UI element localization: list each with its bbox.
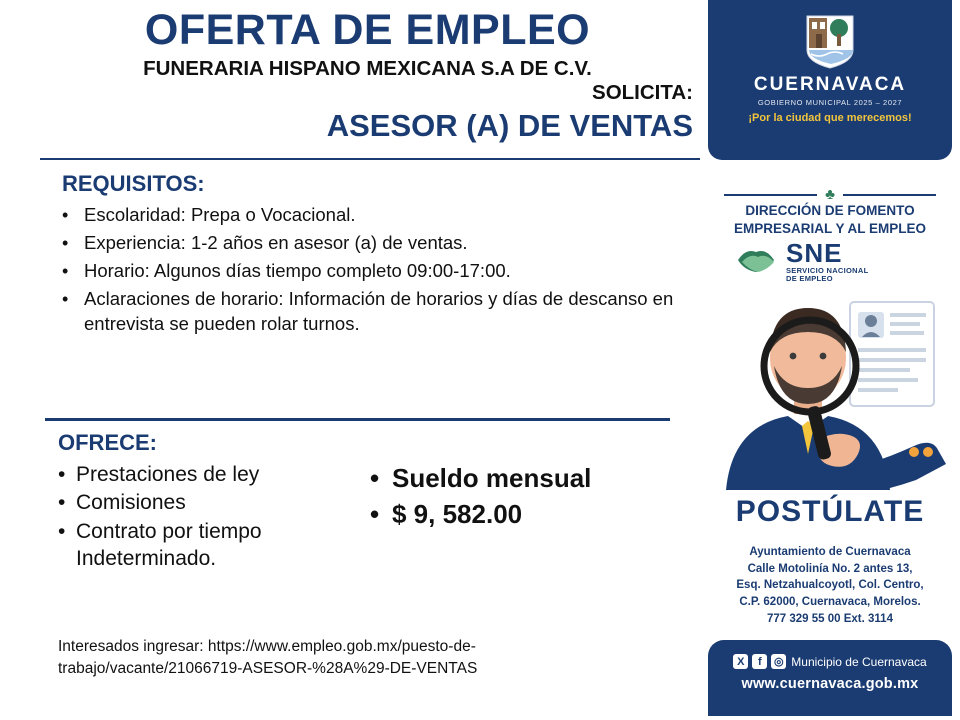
salary-amount: $ 9, 582.00 (392, 499, 523, 530)
requirements-list (62, 203, 682, 337)
solicita-label: SOLICITA: (592, 81, 693, 105)
city-name: CUERNAVACA (753, 74, 907, 95)
company-name: FUNERARIA HISPANO MEXICANA S.A DE C.V. (143, 57, 592, 81)
department-line-1: DIRECCIÓN DE FOMENTO (745, 203, 915, 218)
bullet-icon: • (58, 491, 66, 515)
requirements-section (62, 171, 682, 340)
department-title (710, 202, 950, 237)
address-line: Calle Motolinía No. 2 antes 13, (747, 562, 913, 575)
call-to-action: POSTÚLATE (735, 495, 925, 528)
divider-line-left (724, 194, 817, 196)
divider-top (40, 158, 700, 160)
job-search-illustration (700, 280, 960, 490)
requirements-heading: REQUISITOS: (62, 171, 205, 196)
list-item (62, 287, 682, 337)
requirement-text: Escolaridad: Prepa o Vocacional. (84, 204, 356, 225)
x-twitter-icon[interactable]: X (733, 654, 748, 669)
bullet-icon: • (62, 205, 69, 225)
sne-acronym: SNE (786, 238, 843, 268)
offer-text: Prestaciones de ley (76, 463, 260, 486)
bullet-icon: • (370, 463, 380, 493)
government-period: GOBIERNO MUNICIPAL 2025 – 2027 (757, 98, 903, 107)
handshake-icon (736, 242, 780, 281)
facebook-icon[interactable]: f (752, 654, 767, 669)
offers-list (58, 461, 358, 572)
page-title: OFERTA DE EMPLEO (144, 6, 591, 54)
offers-heading: OFRECE: (58, 430, 157, 455)
bullet-icon: • (62, 232, 69, 253)
bullet-icon: • (58, 519, 66, 543)
sne-subtitle-2: DE EMPLEO (786, 274, 833, 284)
sne-text-block (786, 240, 868, 283)
social-icons (733, 654, 786, 669)
divider-middle (45, 418, 670, 421)
list-item (58, 461, 358, 488)
bullet-icon: • (62, 288, 69, 309)
sne-subtitle-1: SERVICIO NACIONAL (786, 266, 869, 276)
title-block (40, 8, 695, 144)
list-item (62, 231, 682, 256)
address-line: Esq. Netzahualcoyotl, Col. Centro, (736, 579, 924, 592)
requirement-text: Experiencia: 1-2 años en asesor (a) de ventas. (84, 231, 468, 253)
requirement-text: Aclaraciones de horario: Información de horarios y días de descanso en entrevista se pueden rolar turnos. (84, 287, 674, 334)
list-item (62, 203, 682, 228)
salary-section (370, 460, 670, 533)
list-item (370, 496, 670, 532)
bullet-icon: • (58, 463, 66, 486)
list-item (370, 460, 670, 496)
list-item (58, 489, 358, 516)
bullet-icon: • (370, 499, 380, 530)
office-address (710, 544, 950, 627)
website-url[interactable]: www.cuernavaca.gob.mx (741, 676, 919, 692)
salary-label: Sueldo mensual (392, 463, 592, 493)
tree-ornament-icon: ♣ (825, 186, 835, 203)
offer-text: Comisiones (76, 491, 186, 515)
divider-line-right (843, 194, 936, 196)
address-line: C.P. 62000, Cuernavaca, Morelos. (739, 596, 921, 609)
department-line-2: EMPRESARIAL Y AL EMPLEO (733, 220, 927, 236)
requirement-text: Horario: Algunos días tiempo completo 09:00-17:00. (84, 259, 511, 281)
social-handle: Municipio de Cuernavaca (791, 654, 927, 669)
footer-bar (708, 640, 952, 716)
list-item (62, 259, 682, 284)
city-slogan: ¡Por la ciudad que merecemos! (748, 112, 912, 124)
address-line: 777 329 55 00 Ext. 3114 (767, 612, 893, 625)
offers-section (58, 430, 358, 573)
poster-sidebar (700, 0, 960, 720)
instagram-icon[interactable]: ◎ (771, 654, 786, 669)
sne-logo (736, 240, 926, 283)
job-position-title: ASESOR (A) DE VENTAS (326, 107, 693, 143)
address-line: Ayuntamiento de Cuernavaca (749, 546, 911, 558)
application-link[interactable]: Interesados ingresar: https://www.empleo.gob.mx/puesto-de-trabajo/vacante/21066719-ASESOR-%28A%29-DE-VENTAS (58, 638, 478, 678)
offer-text: Contrato por tiempo Indeterminado. (76, 519, 262, 570)
social-row (708, 654, 952, 669)
bullet-icon: • (62, 260, 69, 281)
city-crest-block (708, 0, 952, 160)
list-item (58, 518, 358, 573)
coat-of-arms-icon (799, 10, 861, 72)
ornament-divider (724, 186, 936, 203)
